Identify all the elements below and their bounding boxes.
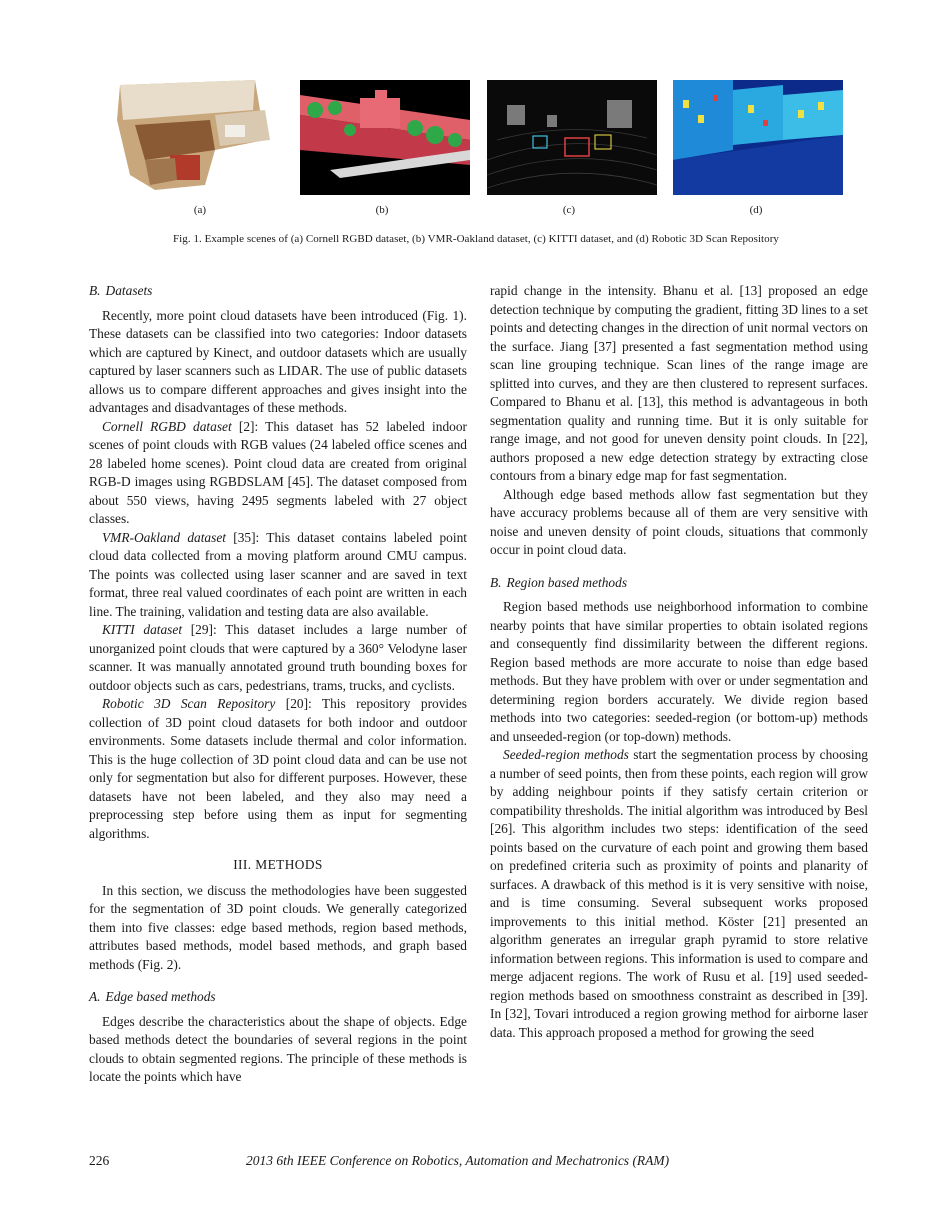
section-heading-datasets xyxy=(89,282,467,301)
section-number: A. xyxy=(89,989,101,1004)
paragraph: Edges describe the characteristics about the shape of objects. Edge based methods detect the boundaries of several regions in the point clouds to obtain segmented regions. The principle of these methods is locate the points which have xyxy=(89,1013,467,1084)
section-title: Region based methods xyxy=(506,574,628,590)
dataset-name: Robotic 3D Scan Repository xyxy=(102,696,276,711)
figure-sublabel-c: (c) xyxy=(562,204,576,216)
left-column xyxy=(89,282,467,1087)
dataset-name: VMR-Oakland dataset xyxy=(102,529,227,545)
paragraph: Region based methods use neighborhood information to combine nearby points that have similar properties to obtain isolated regions and consequently find dissimilarity between the different regions. Region based methods are more accurate to noise than edge based methods. But they have problem with over or under segmentation and determining region borders accurately. We divide region based methods into two categories: seeded-region (or bottom-up) methods and unseeded-region (or top-down) methods. xyxy=(490,599,868,744)
right-column xyxy=(490,282,868,1042)
paragraph: rapid change in the intensity. Bhanu et al. [13] proposed an edge detection technique by computing the gradient, fitting 3D lines to a set points and detecting changes in the direction of unit normal vectors on the surface. Jiang [37] presented a fast segmentation method using scan line grouping technique. Scan lines of the range image are splitted into curves, and they are then clustered to represent surfaces. Compared to Bhanu et al. [13], this method is advantageous in both segmentation quality and running time. But it is only suitable for range image, and not good for uneven density point clouds. In [22], authors proposed a new edge detection strategy by extracting close contours from a binary edge map for fast segmentation. xyxy=(490,283,868,483)
dataset-name: KITTI dataset xyxy=(102,622,183,637)
paragraph-text: [29]: This dataset includes a large number of unorganized point clouds that were captured by a 360° Velodyne laser scanner. It was manually annotated ground truth bounding boxes for outdoor objects such as cars, pedestrians, trams, trucks, and cyclists. xyxy=(89,622,467,693)
paragraph-text: [20]: This repository provides collection of 3D point cloud datasets for both indoor and outdoor environments. Some datasets include thermal and color information. This is the huge collection of 3D point cloud data and can be use not only for segmentation but also for different purposes. However, these datasets have not been labeled, and they also may need a preprocessing step before using them as input for segmenting algorithms. xyxy=(89,696,467,841)
figure-sublabel-d: (d) xyxy=(749,204,763,216)
paragraph-vmr xyxy=(89,529,467,622)
paragraph-text: start the segmentation process by choosing a number of seed points, then from these points, each region will grow by adding neighbour points if they satisfy certain criterion or compatibility thresholds. The initial algorithm was introduced by Besl [26]. This algorithm includes two steps: identification of the seed points based on the curvature of each point and growing them based on predefined criteria such as proximity of points and planarity of surfaces. A drawback of this method is it is very sensitive with noise, and is time consuming. Several subsequent works proposed improvements to this initial method. Köster [21] presented an algorithm generates an irregular graph pyramid to store relative information between regions. This information is used to compare and merge adjacent regions. The work of Rusu et al. [19] used seeded-region methods based on smoothness constraint as described in [39]. In [32], Tovari introduced a region growing method for airborne laser data. This approach proposed a method for growing the seed xyxy=(490,747,868,1040)
paragraph-text: [35]: This dataset contains labeled point cloud data collected from a moving platform around CMU campus. The points was collected using laser scanner and are saved in text format, three real valued coordinates of each point are written in each line. The training, validation and testing data are also available. xyxy=(89,529,468,619)
chapter-heading: III. METHODS xyxy=(233,857,323,872)
section-title: Edge based methods xyxy=(105,989,216,1004)
figure-image-robotic-3d-scan xyxy=(673,80,843,195)
paragraph: Recently, more point cloud datasets have been introduced (Fig. 1). These datasets can be classified into two categories: Indoor datasets which are captured by Kinect, and outdoor datasets which are usually captured by laser scanners such as LIDAR. The use of public datasets allows us to compare different approaches and gives insight into the advantages and disadvantages of these methods. xyxy=(89,307,467,415)
paragraph-cornell xyxy=(89,418,467,529)
figure-sublabel-b: (b) xyxy=(375,204,389,216)
paragraph: In this section, we discuss the methodologies have been suggested for the segmentation of 3D point clouds. We generally categorized them into five classes: edge based methods, region based methods, attributes based methods, model based methods, and graph based methods (Fig. 2). xyxy=(89,882,467,972)
dataset-name: Cornell RGBD dataset xyxy=(102,418,232,434)
paragraph: Although edge based methods allow fast segmentation but they have accuracy problems because all of them are very sensitive with noise and uneven density of point clouds, situations that commonly occur in point cloud data. xyxy=(490,486,868,557)
section-number: B. xyxy=(89,283,101,298)
paragraph-robotic xyxy=(89,695,467,843)
paragraph-kitti xyxy=(89,621,467,695)
section-title: Datasets xyxy=(105,283,153,298)
figure-caption: Fig. 1. Example scenes of (a) Cornell RGBD dataset, (b) VMR-Oakland dataset, (c) KITTI dataset, and (d) Robotic 3D Scan Repository xyxy=(173,233,779,245)
figure-image-cornell-rgbd xyxy=(115,80,285,195)
page-number: 226 xyxy=(89,1153,110,1168)
section-heading-edge xyxy=(89,988,467,1007)
paragraph-text: [2]: This dataset has 52 labeled indoor scenes of point clouds with RGB values (24 labeled office scenes and 28 labeled home scenes). Point cloud data are created from original RGB-D images using RGBDSLAM [45]. The dataset composed from about 550 views, having 2495 segments labeled with 27 object classes. xyxy=(89,418,468,526)
section-heading-region xyxy=(490,574,868,593)
term: Seeded-region methods xyxy=(503,747,629,762)
figure-image-kitti xyxy=(487,80,657,195)
conference-footer: 2013 6th IEEE Conference on Robotics, Automation and Mechatronics (RAM) xyxy=(246,1153,670,1168)
figure-sublabel-a: (a) xyxy=(193,204,207,216)
paragraph-seeded xyxy=(490,746,868,1042)
section-number: B. xyxy=(490,574,502,590)
figure-image-vmr-oakland xyxy=(300,80,470,195)
